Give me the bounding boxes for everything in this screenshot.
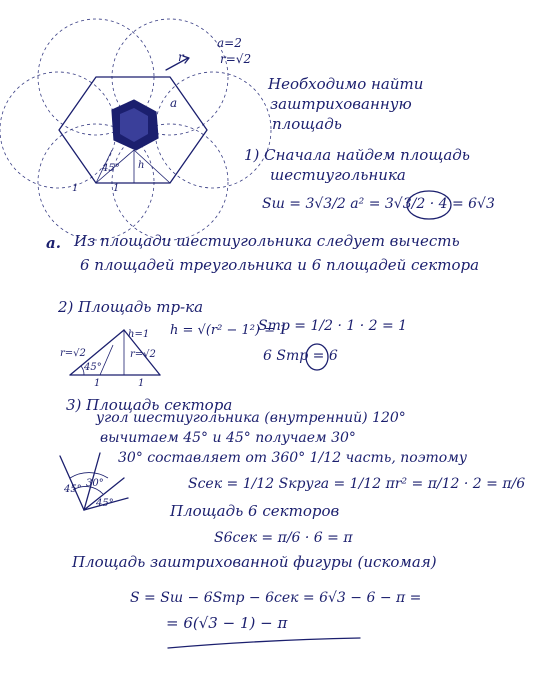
step1-title-1: 1) Сначала найдем площадь [244,146,470,164]
step1-formula: Sш = 3√3/2 a² = 3√3/2 · 4 = 6√3 [262,196,495,212]
step2-s: Sтр = 1/2 · 1 · 2 = 1 [258,318,408,334]
fig1-label-one1: 1 [72,183,79,194]
fig2-label-one2: 1 [138,378,145,389]
fig3-angle-1: 45° [64,484,82,495]
fig1-label-h: h [138,160,145,171]
step1-title-2: шестиугольника [270,166,406,184]
step2-six: 6 Sтр = 6 [263,348,338,364]
fig3-angle-3: 45° [96,498,114,509]
step2-h: h = √(r² − 1²) = 1 [170,323,288,338]
fig2-label-r1: r=√2 [60,348,86,359]
step2-title: 2) Площадь тр-ка [58,298,204,316]
final-line-1: S = Sш − 6Sтр − 6сек = 6√3 − 6 − π = [130,590,422,606]
fig1-label-one2: 1 [113,183,120,194]
note-line-2: 6 площадей треугольника и 6 площадей сектора [80,256,480,274]
task-line-3: площадь [272,115,342,133]
final-title: Площадь заштрихованной фигуры (искомая) [72,553,437,571]
task-line-1: Необходимо найти [268,75,424,93]
step3-line-3: 30° составляет от 360° 1/12 часть, поэтому [118,450,467,466]
fig3-angle-2: 30° [86,478,104,489]
fig2-label-one1: 1 [94,378,101,389]
step3-formula: Sсек = 1/12 Sкруга = 1/12 πr² = π/12 · 2 = π/6 [188,476,526,492]
step3-six: S6сек = π/6 · 6 = π [214,530,353,546]
note-line-1: Из площади шестиугольника следует вычесть [74,232,460,250]
fig2-label-deg: 45° [84,362,102,373]
note-marker: a. [46,234,61,252]
fig1-label-a: a [170,96,178,110]
fig1-label-deg: 45° [102,163,120,174]
fig1-label-r: r [178,50,184,64]
step3-title: 3) Площадь сектора [66,396,233,414]
step3-line-2: вычитаем 45° и 45° получаем 30° [100,430,356,446]
fig2-label-r2: r=√2 [130,349,156,360]
step3-sub-title: Площадь 6 секторов [170,502,340,520]
given-r: r=√2 [220,52,252,66]
final-line-2: = 6(√3 − 1) − π [166,614,288,632]
task-line-2: заштрихованную [270,95,412,113]
given-a: a=2 [217,36,242,50]
step3-line-1: угол шестиугольника (внутренний) 120° [96,410,406,426]
fig2-label-h: h=1 [128,329,150,340]
